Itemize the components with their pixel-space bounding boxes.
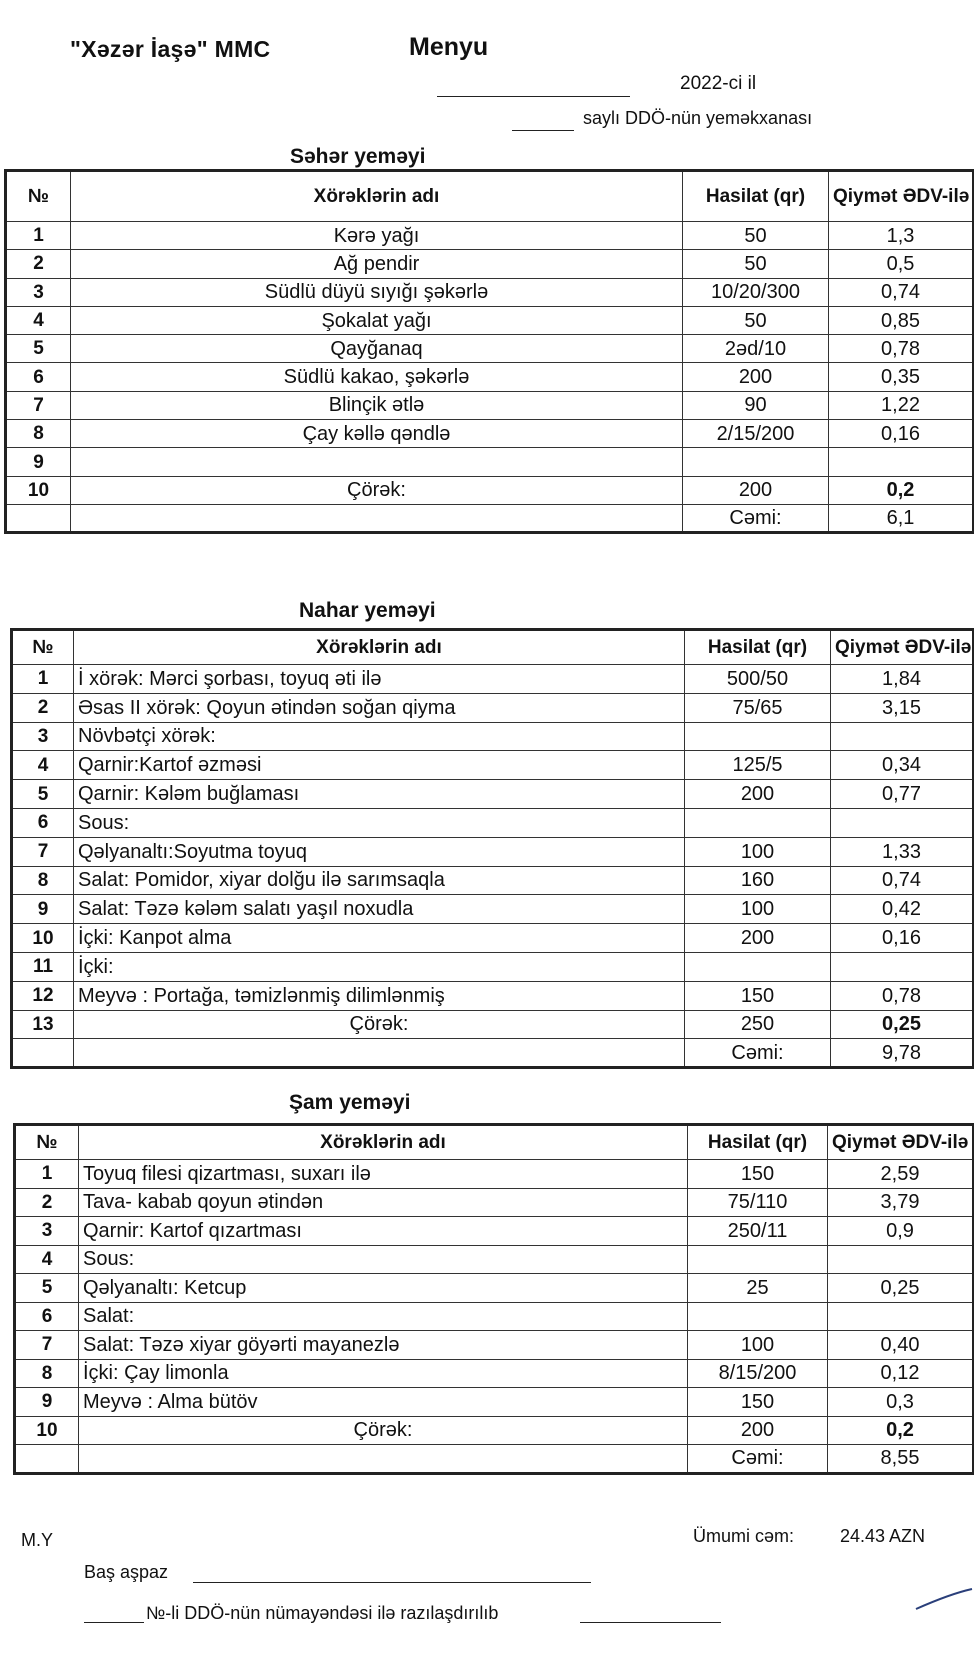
dish-yield: 2/15/200 (683, 420, 829, 448)
dish-yield: 50 (683, 222, 829, 250)
dish-name: Çörək: (71, 476, 683, 504)
row-number: 5 (6, 335, 71, 363)
dish-price: 0,25 (828, 1274, 974, 1303)
row-number: 4 (6, 306, 71, 334)
table-row (15, 1188, 974, 1217)
row-number: 6 (12, 808, 74, 837)
lunch-section-title: Nahar yeməyi (299, 599, 436, 622)
total-row (15, 1445, 974, 1474)
column-header-number: № (6, 171, 71, 222)
row-number: 9 (15, 1388, 79, 1417)
dish-yield: 200 (683, 476, 829, 504)
dish-price: 3,79 (828, 1188, 974, 1217)
dish-name: Salat: (79, 1302, 688, 1331)
table-row (6, 278, 974, 306)
dish-price: 0,5 (829, 250, 974, 278)
dish-name: Salat: Pomidor, xiyar dolğu ilə sarımsaqla (74, 866, 685, 895)
dish-name: Qarnir:Kartof əzməsi (74, 751, 685, 780)
table-row (15, 1331, 974, 1360)
row-number: 10 (15, 1416, 79, 1445)
table-row (12, 1010, 974, 1039)
row-number: 5 (12, 780, 74, 809)
dish-yield: 25 (688, 1274, 828, 1303)
table-header-row (12, 630, 974, 665)
row-number: 1 (6, 222, 71, 250)
dish-yield: 200 (683, 363, 829, 391)
dish-name: Tava- kabab qoyun ətindən (79, 1188, 688, 1217)
dish-price: 0,12 (828, 1359, 974, 1388)
dish-price: 1,22 (829, 391, 974, 419)
row-number: 12 (12, 981, 74, 1010)
total-label: Cəmi: (688, 1445, 828, 1474)
table-row (12, 895, 974, 924)
total-row (12, 1039, 974, 1068)
dish-price: 0,16 (831, 924, 974, 953)
row-number: 6 (6, 363, 71, 391)
table-row (6, 222, 974, 250)
dish-price (831, 722, 974, 751)
dish-price: 0,74 (829, 278, 974, 306)
row-number: 9 (6, 448, 71, 476)
column-header-yield: Hasilat (qr) (688, 1125, 828, 1160)
table-row (12, 866, 974, 895)
dish-name: Meyvə : Alma bütöv (79, 1388, 688, 1417)
dish-price: 0,3 (828, 1388, 974, 1417)
dish-name: Meyvə : Portağa, təmizlənmiş dilimlənmiş (74, 981, 685, 1010)
dish-name: İ xörək: Mərci şorbası, toyuq əti ilə (74, 665, 685, 694)
table-row (15, 1388, 974, 1417)
dish-yield (688, 1302, 828, 1331)
dish-name: Kərə yağı (71, 222, 683, 250)
total-row-empty-number (15, 1445, 79, 1474)
dish-yield: 8/15/200 (688, 1359, 828, 1388)
row-number: 2 (12, 693, 74, 722)
row-number: 7 (12, 837, 74, 866)
table-row (6, 420, 974, 448)
dish-price: 0,34 (831, 751, 974, 780)
breakfast-table (4, 169, 974, 534)
dish-yield: 75/65 (685, 693, 831, 722)
dish-yield (688, 1245, 828, 1274)
breakfast-section-title: Səhər yeməyi (290, 145, 426, 168)
dish-yield: 10/20/300 (683, 278, 829, 306)
grand-total-label: Ümumi cəm: (693, 1526, 795, 1546)
company-name: "Xəzər İaşə" MMC (70, 36, 271, 62)
total-row-empty-number (12, 1039, 74, 1068)
document-year: 2022-ci il (680, 73, 757, 94)
dish-yield: 90 (683, 391, 829, 419)
dish-yield: 2əd/10 (683, 335, 829, 363)
dish-yield (683, 448, 829, 476)
dish-price: 1,3 (829, 222, 974, 250)
stamp-label: M.Y (21, 1530, 54, 1550)
dish-name: Südlü düyü sıyığı şəkərlə (71, 278, 683, 306)
dish-price (829, 448, 974, 476)
dinner-table (13, 1123, 974, 1475)
dish-yield: 50 (683, 250, 829, 278)
column-header-yield: Hasilat (qr) (685, 630, 831, 665)
dish-yield (685, 808, 831, 837)
dish-price (828, 1302, 974, 1331)
dish-price: 2,59 (828, 1160, 974, 1189)
dish-price: 0,74 (831, 866, 974, 895)
row-number: 2 (15, 1188, 79, 1217)
kindergarten-number-blank-line (512, 130, 574, 131)
dish-yield: 150 (688, 1160, 828, 1189)
column-header-number: № (15, 1125, 79, 1160)
total-value: 8,55 (828, 1445, 974, 1474)
column-header-dish-name: Xörəklərin adı (79, 1125, 688, 1160)
dish-name: İçki: Çay limonla (79, 1359, 688, 1388)
dish-name (71, 448, 683, 476)
agreement-signature-line (580, 1622, 721, 1623)
column-header-number: № (12, 630, 74, 665)
dish-price: 0,85 (829, 306, 974, 334)
dish-name: Salat: Təzə kələm salatı yaşıl noxudla (74, 895, 685, 924)
table-row (6, 335, 974, 363)
row-number: 9 (12, 895, 74, 924)
grand-total-value: 24.43 AZN (840, 1526, 926, 1546)
dish-name: Sous: (74, 808, 685, 837)
row-number: 3 (6, 278, 71, 306)
kindergarten-number-line (84, 1622, 144, 1623)
dish-name: Sous: (79, 1245, 688, 1274)
dish-name: Ağ pendir (71, 250, 683, 278)
agreement-label: №-li DDÖ-nün nümayəndəsi ilə razılaşdırılıb (146, 1603, 499, 1623)
dish-yield: 200 (685, 780, 831, 809)
total-row-empty-name (79, 1445, 688, 1474)
total-label: Cəmi: (685, 1039, 831, 1068)
dish-yield: 200 (688, 1416, 828, 1445)
dish-name: Əsas II xörək: Qoyun ətindən soğan qiyma (74, 693, 685, 722)
dish-yield: 50 (683, 306, 829, 334)
dish-name: Südlü kakao, şəkərlə (71, 363, 683, 391)
row-number: 5 (15, 1274, 79, 1303)
signature-stroke (914, 1583, 974, 1613)
dish-price: 0,78 (831, 981, 974, 1010)
row-number: 8 (6, 420, 71, 448)
row-number: 8 (15, 1359, 79, 1388)
lunch-table (10, 628, 974, 1069)
row-number: 11 (12, 952, 74, 981)
dish-name: Blinçik ətlə (71, 391, 683, 419)
dish-name: Salat: Təzə xiyar göyərti mayanezlə (79, 1331, 688, 1360)
dish-yield: 150 (685, 981, 831, 1010)
dish-name: Növbətçi xörək: (74, 722, 685, 751)
table-header-row (6, 171, 974, 222)
dish-price: 1,33 (831, 837, 974, 866)
dish-name: Çörək: (74, 1010, 685, 1039)
dish-name: Çörək: (79, 1416, 688, 1445)
dinner-section-title: Şam yeməyi (289, 1091, 411, 1114)
dish-name: Çay kəllə qəndlə (71, 420, 683, 448)
dish-price (831, 808, 974, 837)
total-row-empty-number (6, 504, 71, 532)
total-value: 9,78 (831, 1039, 974, 1068)
table-row (6, 391, 974, 419)
total-label: Cəmi: (683, 504, 829, 532)
dish-price: 3,15 (831, 693, 974, 722)
document-title: Menyu (409, 33, 489, 61)
dish-yield: 75/110 (688, 1188, 828, 1217)
dish-name: Şokalat yağı (71, 306, 683, 334)
dish-name: İçki: (74, 952, 685, 981)
dish-name: Qarnir: Kartof qızartması (79, 1217, 688, 1246)
dish-price: 0,35 (829, 363, 974, 391)
table-row (15, 1160, 974, 1189)
dish-price: 0,25 (831, 1010, 974, 1039)
table-row (12, 952, 974, 981)
dish-price: 0,2 (828, 1416, 974, 1445)
dish-yield (685, 952, 831, 981)
dish-price: 0,77 (831, 780, 974, 809)
head-chef-label: Baş aşpaz (84, 1562, 169, 1582)
table-row (15, 1217, 974, 1246)
table-row (15, 1274, 974, 1303)
dish-yield: 200 (685, 924, 831, 953)
dish-yield: 250 (685, 1010, 831, 1039)
table-row (12, 665, 974, 694)
dish-price: 0,9 (828, 1217, 974, 1246)
row-number: 10 (12, 924, 74, 953)
table-row (15, 1416, 974, 1445)
table-row (12, 693, 974, 722)
row-number: 10 (6, 476, 71, 504)
row-number: 1 (12, 665, 74, 694)
dish-yield: 100 (688, 1331, 828, 1360)
table-row (12, 924, 974, 953)
date-blank-line (437, 96, 630, 97)
column-header-price: Qiymət ƏDV-ilə (829, 171, 974, 222)
table-row (6, 306, 974, 334)
table-row (6, 363, 974, 391)
row-number: 3 (12, 722, 74, 751)
column-header-dish-name: Xörəklərin adı (74, 630, 685, 665)
dish-price: 0,40 (828, 1331, 974, 1360)
table-row (6, 476, 974, 504)
dish-name: Qəlyanaltı: Ketcup (79, 1274, 688, 1303)
column-header-dish-name: Xörəklərin adı (71, 171, 683, 222)
row-number: 3 (15, 1217, 79, 1246)
table-row (12, 751, 974, 780)
total-value: 6,1 (829, 504, 974, 532)
row-number: 4 (15, 1245, 79, 1274)
total-row (6, 504, 974, 532)
row-number: 13 (12, 1010, 74, 1039)
total-row-empty-name (71, 504, 683, 532)
dish-price: 0,2 (829, 476, 974, 504)
table-row (12, 722, 974, 751)
dish-price: 0,42 (831, 895, 974, 924)
dish-yield: 100 (685, 837, 831, 866)
dish-price: 0,16 (829, 420, 974, 448)
dish-yield: 250/11 (688, 1217, 828, 1246)
dish-name: Qayğanaq (71, 335, 683, 363)
row-number: 8 (12, 866, 74, 895)
dish-price: 0,78 (829, 335, 974, 363)
table-row (15, 1245, 974, 1274)
dish-name: Toyuq filesi qizartması, suxarı ilə (79, 1160, 688, 1189)
column-header-yield: Hasilat (qr) (683, 171, 829, 222)
column-header-price: Qiymət ƏDV-ilə (831, 630, 974, 665)
dish-name: Qarnir: Kələm buğlaması (74, 780, 685, 809)
row-number: 6 (15, 1302, 79, 1331)
table-row (15, 1359, 974, 1388)
dish-price (831, 952, 974, 981)
dish-yield: 160 (685, 866, 831, 895)
total-row-empty-name (74, 1039, 685, 1068)
dish-price (828, 1245, 974, 1274)
dish-yield: 100 (685, 895, 831, 924)
dish-name: Qəlyanaltı:Soyutma toyuq (74, 837, 685, 866)
dish-yield: 500/50 (685, 665, 831, 694)
dish-yield: 150 (688, 1388, 828, 1417)
column-header-price: Qiymət ƏDV-ilə (828, 1125, 974, 1160)
row-number: 7 (15, 1331, 79, 1360)
table-row (6, 448, 974, 476)
table-row (12, 780, 974, 809)
row-number: 2 (6, 250, 71, 278)
table-row (15, 1302, 974, 1331)
table-row (12, 808, 974, 837)
row-number: 4 (12, 751, 74, 780)
dish-yield (685, 722, 831, 751)
table-header-row (15, 1125, 974, 1160)
table-row (12, 837, 974, 866)
head-chef-signature-line (193, 1582, 591, 1583)
dish-name: İçki: Kanpot alma (74, 924, 685, 953)
table-row (6, 250, 974, 278)
canteen-label: saylı DDÖ-nün yeməkxanası (583, 108, 813, 128)
table-row (12, 981, 974, 1010)
dish-price: 1,84 (831, 665, 974, 694)
row-number: 7 (6, 391, 71, 419)
row-number: 1 (15, 1160, 79, 1189)
dish-yield: 125/5 (685, 751, 831, 780)
